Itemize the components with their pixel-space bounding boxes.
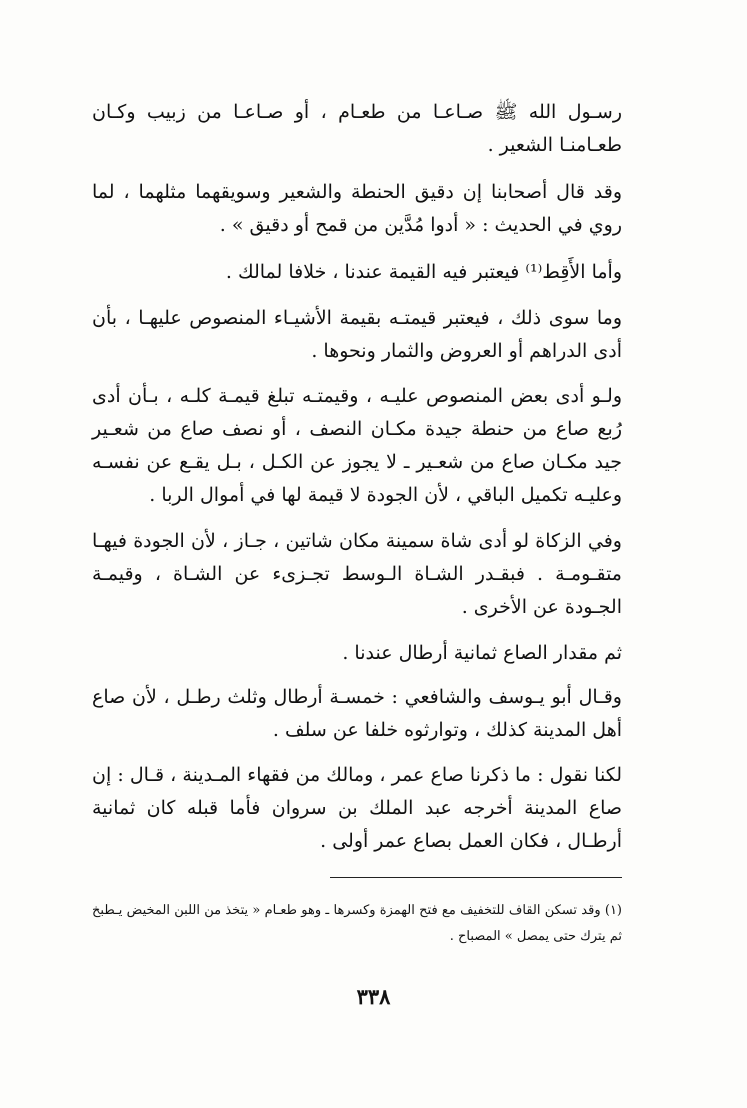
footnote: (١) وقد تسكن القاف للتخفيف مع فتح الهمزة وكسرها ـ وهو طعـام « يتخذ من اللبن المخيض يـطبخ ثم يترك حتى يمصل » المصباح . [92, 903, 622, 944]
paragraph-7: ثم مقدار الصاع ثمانية أرطال عندنا . [342, 642, 622, 664]
paragraph-4: وما سوى ذلك ، فيعتبر قيمتـه بقيمة الأشيـاء المنصوص عليهـا ، بأن أدى الدراهم أو العروض والثمار ونحوها . [92, 307, 622, 362]
paragraph-6: وفي الزكاة لو أدى شاة سمينة مكان شاتين ، جـاز ، لأن الجودة فيهـا متقـومـة . فبقـدر الشـاة الـوسط تجـزىء عن الشـاة ، وقيمـة الجـودة عن الأخرى . [92, 530, 622, 618]
page-number: ٣٣٨ [356, 984, 391, 1009]
paragraph-8: وقـال أبو يـوسف والشافعي : خمسـة أرطال وثلث رطـل ، لأن صاع أهل المدينة كذلك ، وتوارثوه خلفا عن سلف . [92, 686, 622, 741]
footnote-divider [330, 877, 622, 878]
paragraph-3: وأما الأَقِط⁽¹⁾ فيعتبر فيه القيمة عندنا ، خلافا لمالك . [225, 261, 622, 283]
paragraph-1: رسـول الله ﷺ صـاعـا من طعـام ، أو صـاعـا من زبيب وكـان طعـامنـا الشعير . [92, 101, 622, 156]
paragraph-2: وقد قال أصحابنا إن دقيق الحنطة والشعير وسويقهما مثلهما ، لما روي في الحديث : « أدوا مُدَّين من قمح أو دقيق » . [92, 181, 622, 236]
paragraph-5: ولـو أدى بعض المنصوص عليـه ، وقيمتـه تبلغ قيمـة كلـه ، بـأن أدى رُبع صاع من حنطة جيدة مكـان النصف ، أو نصف صاع من شعـير جيد مكـان صاع من شعـير ـ لا يجوز عن الكـل ، بـل يقـع عن نفسـه وعليـه تكميل الباقي ، لأن الجودة لا قيمة لها في أموال الربا . [92, 385, 622, 506]
paragraph-9: لكنا نقول : ما ذكرنا صاع عمر ، ومالك من فقهاء المـدينة ، قـال : إن صاع المدينة أخرجه عبد الملك بن سروان فأما قبله كان ثمانية أرطـال ، فكان العمل بصاع عمر أولى . [92, 764, 622, 852]
